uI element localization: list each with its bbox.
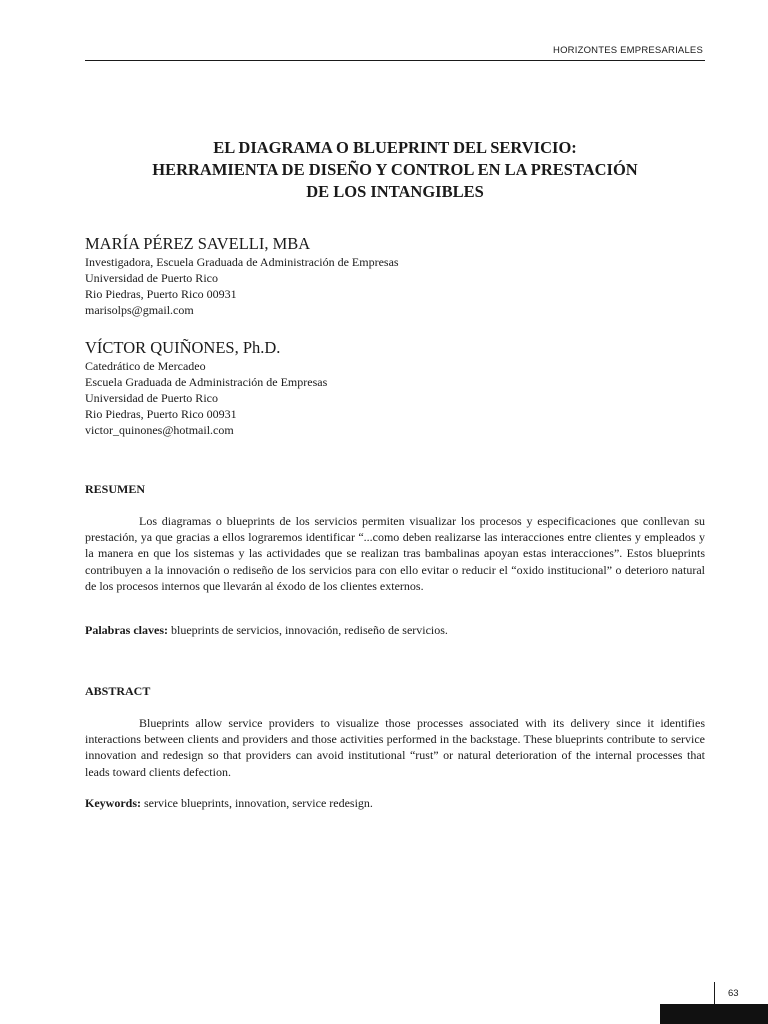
header-rule (85, 60, 705, 61)
page-number: 63 (728, 988, 739, 999)
author-name: MARÍA PÉREZ SAVELLI, MBA (85, 234, 311, 253)
author-block-1 (85, 234, 705, 318)
author-name: VÍCTOR QUIÑONES, Ph.D. (85, 338, 281, 357)
title-line-3: DE LOS INTANGIBLES (306, 182, 484, 201)
keywords-label: Keywords: (85, 796, 141, 810)
resumen-keywords (85, 622, 705, 638)
author-position: Catedrático de Mercadeo (85, 359, 206, 373)
keywords-label: Palabras claves: (85, 623, 168, 637)
author-block-2 (85, 338, 705, 438)
resumen-heading: RESUMEN (85, 482, 146, 496)
title-line-1: EL DIAGRAMA O BLUEPRINT DEL SERVICIO: (213, 138, 577, 157)
footer-band (660, 1004, 768, 1024)
resumen-body: Los diagramas o blueprints de los servicios permiten visualizar los procesos y especificaciones que conllevan su prestación, ya que gracias a ellos lograremos identificar “...como deben realizarse las interacciones entre clientes y empleados y la manera en que los sistemas y las actividades que se realizan tras bambalinas apoyan estas interacciones”. Estos blueprints contribuyen a la innovación o rediseño de los servicios para con ello evitar o reducir el “oxido institucional” o deterioro natural de los procesos internos que llevarán al éxodo de los clientes externos. (85, 514, 705, 593)
abstract-body: Blueprints allow service providers to visualize those processes associated with its delivery since it identifies interactions between clients and providers and those activities performed in the backstage. These blueprints contribute to service innovation and redesign so that providers can avoid institutional “rust” or natural deterioration of the internal processes that leads toward clients defection. (85, 716, 705, 779)
author-university: Universidad de Puerto Rico (85, 271, 218, 285)
author-address: Rio Piedras, Puerto Rico 00931 (85, 287, 237, 301)
author-email[interactable]: victor_quinones@hotmail.com (85, 423, 234, 437)
title-line-2: HERRAMIENTA DE DISEÑO Y CONTROL EN LA PRESTACIÓN (152, 160, 638, 179)
abstract-heading: ABSTRACT (85, 684, 151, 698)
author-address: Rio Piedras, Puerto Rico 00931 (85, 407, 237, 421)
keywords-text: service blueprints, innovation, service redesign. (141, 796, 373, 810)
paper-title (85, 137, 705, 203)
author-affiliation: Investigadora, Escuela Graduada de Administración de Empresas (85, 255, 399, 269)
author-university: Universidad de Puerto Rico (85, 391, 218, 405)
author-email[interactable]: marisolps@gmail.com (85, 303, 194, 317)
keywords-text: blueprints de servicios, innovación, rediseño de servicios. (168, 623, 448, 637)
author-affiliation: Escuela Graduada de Administración de Empresas (85, 375, 328, 389)
abstract-keywords (85, 795, 705, 811)
journal-name: HORIZONTES EMPRESARIALES (553, 45, 703, 56)
page-number-rule (714, 982, 715, 1004)
